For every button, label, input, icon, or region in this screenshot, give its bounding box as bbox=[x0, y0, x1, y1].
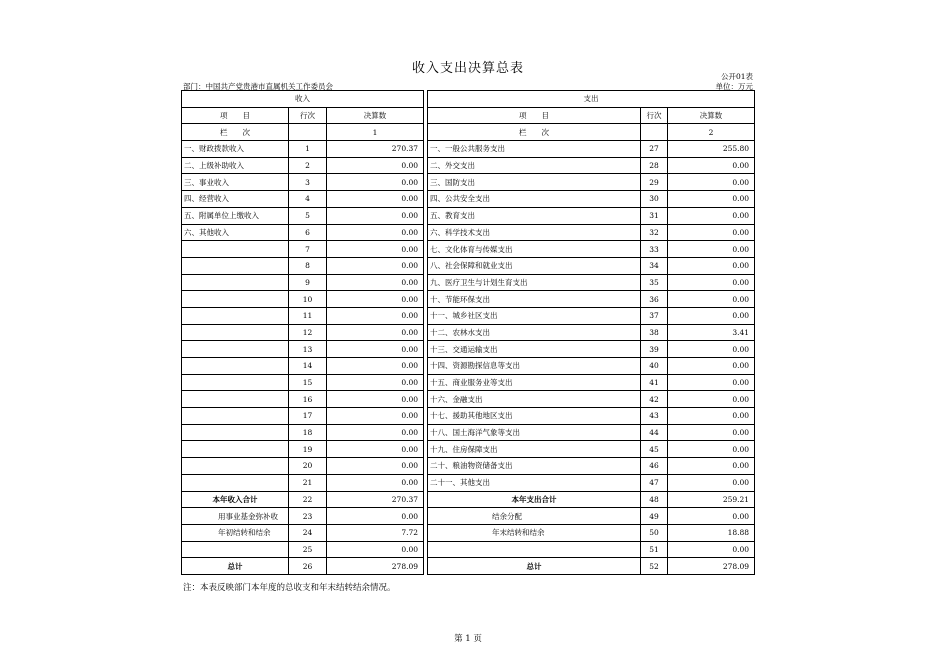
income-item bbox=[182, 441, 289, 458]
table-row bbox=[182, 224, 755, 241]
expense-item: 十、节能环保支出 bbox=[428, 291, 641, 308]
income-amount: 0.00 bbox=[327, 324, 424, 341]
expense-item: 十二、农林水支出 bbox=[428, 324, 641, 341]
income-amount: 0.00 bbox=[327, 541, 424, 558]
income-amount: 0.00 bbox=[327, 508, 424, 525]
income-item bbox=[182, 474, 289, 491]
income-item bbox=[182, 257, 289, 274]
expense-row-no: 28 bbox=[641, 157, 668, 174]
table-row bbox=[182, 358, 755, 375]
expense-grand-total-amount: 278.09 bbox=[668, 558, 755, 575]
table-row bbox=[182, 174, 755, 191]
expense-item: 年末结转和结余 bbox=[428, 524, 641, 541]
department-label: 部门：中国共产党贵港市直属机关工作委员会 bbox=[183, 82, 333, 91]
table-row bbox=[182, 474, 755, 491]
income-amount-header: 决算数 bbox=[327, 107, 424, 124]
income-item: 二、上级补助收入 bbox=[182, 157, 289, 174]
expense-amount: 0.00 bbox=[668, 441, 755, 458]
expense-rowno-header: 行次 bbox=[641, 107, 668, 124]
income-amount: 0.00 bbox=[327, 474, 424, 491]
expense-amount: 0.00 bbox=[668, 191, 755, 208]
income-row-no: 8 bbox=[289, 257, 327, 274]
income-amount: 0.00 bbox=[327, 408, 424, 425]
income-row-no: 5 bbox=[289, 207, 327, 224]
report-title: 收入支出决算总表 bbox=[411, 61, 524, 76]
income-grand-total-label: 总计 bbox=[182, 558, 289, 575]
income-header: 收入 bbox=[182, 91, 424, 108]
income-row-no: 21 bbox=[289, 474, 327, 491]
table-row bbox=[182, 207, 755, 224]
table-row bbox=[182, 141, 755, 158]
expense-row-no: 51 bbox=[641, 541, 668, 558]
expense-item: 十一、城乡社区支出 bbox=[428, 307, 641, 324]
expense-amount: 0.00 bbox=[668, 508, 755, 525]
table-row bbox=[182, 441, 755, 458]
table-row bbox=[182, 257, 755, 274]
income-row-no: 12 bbox=[289, 324, 327, 341]
income-column-index: 1 bbox=[327, 124, 424, 141]
table-row bbox=[182, 424, 755, 441]
expense-amount: 255.80 bbox=[668, 141, 755, 158]
expense-amount: 0.00 bbox=[668, 374, 755, 391]
income-amount: 0.00 bbox=[327, 424, 424, 441]
expense-amount: 0.00 bbox=[668, 408, 755, 425]
expense-row-no: 40 bbox=[641, 358, 668, 375]
income-item bbox=[182, 307, 289, 324]
expense-item: 四、公共安全支出 bbox=[428, 191, 641, 208]
income-item: 六、其他收入 bbox=[182, 224, 289, 241]
income-amount: 0.00 bbox=[327, 274, 424, 291]
income-row-no: 19 bbox=[289, 441, 327, 458]
table-row bbox=[182, 458, 755, 475]
income-row-no: 6 bbox=[289, 224, 327, 241]
income-amount: 0.00 bbox=[327, 391, 424, 408]
expense-annual-total-label: 本年支出合计 bbox=[428, 491, 641, 508]
expense-amount: 3.41 bbox=[668, 324, 755, 341]
income-row-no: 16 bbox=[289, 391, 327, 408]
income-item bbox=[182, 541, 289, 558]
expense-amount: 0.00 bbox=[668, 307, 755, 324]
income-amount: 0.00 bbox=[327, 307, 424, 324]
expense-amount: 0.00 bbox=[668, 274, 755, 291]
expense-row-no: 43 bbox=[641, 408, 668, 425]
income-row-no: 15 bbox=[289, 374, 327, 391]
expense-item: 八、社会保障和就业支出 bbox=[428, 257, 641, 274]
expense-row-no: 36 bbox=[641, 291, 668, 308]
income-rowno-header: 行次 bbox=[289, 107, 327, 124]
expense-amount: 0.00 bbox=[668, 157, 755, 174]
income-item bbox=[182, 391, 289, 408]
income-item bbox=[182, 458, 289, 475]
expense-row-no: 42 bbox=[641, 391, 668, 408]
table-row bbox=[182, 374, 755, 391]
expense-row-no: 50 bbox=[641, 524, 668, 541]
expense-item: 十四、资源勘探信息等支出 bbox=[428, 358, 641, 375]
expense-amount: 0.00 bbox=[668, 391, 755, 408]
expense-item: 二、外交支出 bbox=[428, 157, 641, 174]
footnote: 注：本表反映部门本年度的总收支和年末结转结余情况。 bbox=[183, 583, 396, 593]
expense-amount: 0.00 bbox=[668, 474, 755, 491]
income-amount: 0.00 bbox=[327, 341, 424, 358]
expense-item: 十六、金融支出 bbox=[428, 391, 641, 408]
table-row bbox=[182, 508, 755, 525]
income-amount: 0.00 bbox=[327, 291, 424, 308]
expense-item: 二十、粮油物资储备支出 bbox=[428, 458, 641, 475]
table-row bbox=[182, 307, 755, 324]
income-amount: 0.00 bbox=[327, 458, 424, 475]
expense-row-no: 44 bbox=[641, 424, 668, 441]
expense-item-header: 项 目 bbox=[428, 107, 641, 124]
income-row-no: 10 bbox=[289, 291, 327, 308]
expense-amount: 0.00 bbox=[668, 241, 755, 258]
income-annual-total-amount: 270.37 bbox=[327, 491, 424, 508]
income-item bbox=[182, 341, 289, 358]
income-row-no: 9 bbox=[289, 274, 327, 291]
header-row-section bbox=[182, 91, 755, 108]
expense-column-label: 栏 次 bbox=[428, 124, 641, 141]
expense-row-no: 37 bbox=[641, 307, 668, 324]
income-amount: 0.00 bbox=[327, 191, 424, 208]
income-amount: 0.00 bbox=[327, 257, 424, 274]
income-row-no: 18 bbox=[289, 424, 327, 441]
income-row-no: 14 bbox=[289, 358, 327, 375]
expense-item: 十五、商业服务业等支出 bbox=[428, 374, 641, 391]
expense-item: 十九、住房保障支出 bbox=[428, 441, 641, 458]
income-row-no: 4 bbox=[289, 191, 327, 208]
table-row bbox=[182, 191, 755, 208]
income-amount: 0.00 bbox=[327, 358, 424, 375]
income-row-no: 7 bbox=[289, 241, 327, 258]
table-row bbox=[182, 524, 755, 541]
expense-amount: 18.88 bbox=[668, 524, 755, 541]
income-item: 年初结转和结余 bbox=[182, 524, 289, 541]
expense-item: 一、一般公共服务支出 bbox=[428, 141, 641, 158]
header-row-columns bbox=[182, 107, 755, 124]
table-row bbox=[182, 241, 755, 258]
expense-row-no: 49 bbox=[641, 508, 668, 525]
income-row-no: 2 bbox=[289, 157, 327, 174]
income-amount: 270.37 bbox=[327, 141, 424, 158]
income-row-no: 11 bbox=[289, 307, 327, 324]
table-row bbox=[182, 541, 755, 558]
expense-amount: 0.00 bbox=[668, 174, 755, 191]
income-row-no: 17 bbox=[289, 408, 327, 425]
expense-annual-total-row-no: 48 bbox=[641, 491, 668, 508]
table-row bbox=[182, 391, 755, 408]
income-row-no: 20 bbox=[289, 458, 327, 475]
expense-item: 十三、交通运输支出 bbox=[428, 341, 641, 358]
expense-amount: 0.00 bbox=[668, 341, 755, 358]
grand-total-row bbox=[182, 558, 755, 575]
income-amount: 0.00 bbox=[327, 174, 424, 191]
income-amount: 0.00 bbox=[327, 374, 424, 391]
income-item: 用事业基金弥补收 bbox=[182, 508, 289, 525]
expense-item: 七、文化体育与传媒支出 bbox=[428, 241, 641, 258]
expense-item: 十八、国土海洋气象等支出 bbox=[428, 424, 641, 441]
expense-item: 五、教育支出 bbox=[428, 207, 641, 224]
expense-amount: 0.00 bbox=[668, 541, 755, 558]
expense-row-no: 41 bbox=[641, 374, 668, 391]
table-row bbox=[182, 341, 755, 358]
income-row-no: 1 bbox=[289, 141, 327, 158]
expense-row-no: 30 bbox=[641, 191, 668, 208]
income-amount: 0.00 bbox=[327, 441, 424, 458]
income-grand-total-row-no: 26 bbox=[289, 558, 327, 575]
expense-row-no: 45 bbox=[641, 441, 668, 458]
expense-amount: 0.00 bbox=[668, 358, 755, 375]
expense-grand-total-label: 总计 bbox=[428, 558, 641, 575]
income-item: 五、附属单位上缴收入 bbox=[182, 207, 289, 224]
income-item bbox=[182, 424, 289, 441]
expense-amount-header: 决算数 bbox=[668, 107, 755, 124]
income-item bbox=[182, 408, 289, 425]
table-row bbox=[182, 291, 755, 308]
income-amount: 0.00 bbox=[327, 207, 424, 224]
income-row-no: 3 bbox=[289, 174, 327, 191]
table-row bbox=[182, 274, 755, 291]
expense-item: 二十一、其他支出 bbox=[428, 474, 641, 491]
expense-row-no: 29 bbox=[641, 174, 668, 191]
expense-row-no: 38 bbox=[641, 324, 668, 341]
income-amount: 7.72 bbox=[327, 524, 424, 541]
expense-row-no: 31 bbox=[641, 207, 668, 224]
income-amount: 0.00 bbox=[327, 224, 424, 241]
expense-row-no: 33 bbox=[641, 241, 668, 258]
income-row-no: 13 bbox=[289, 341, 327, 358]
expense-amount: 0.00 bbox=[668, 424, 755, 441]
expense-row-no: 34 bbox=[641, 257, 668, 274]
header-row-column-index bbox=[182, 124, 755, 141]
income-item bbox=[182, 374, 289, 391]
income-column-label: 栏 次 bbox=[182, 124, 289, 141]
income-item bbox=[182, 274, 289, 291]
expense-header: 支出 bbox=[428, 91, 755, 108]
table-row bbox=[182, 157, 755, 174]
income-expense-table bbox=[181, 90, 755, 575]
income-row-no: 24 bbox=[289, 524, 327, 541]
income-annual-total-row-no: 22 bbox=[289, 491, 327, 508]
income-item bbox=[182, 358, 289, 375]
expense-item: 十七、援助其他地区支出 bbox=[428, 408, 641, 425]
income-item bbox=[182, 324, 289, 341]
expense-grand-total-row-no: 52 bbox=[641, 558, 668, 575]
expense-row-no: 47 bbox=[641, 474, 668, 491]
expense-item: 三、国防支出 bbox=[428, 174, 641, 191]
expense-row-no: 32 bbox=[641, 224, 668, 241]
income-item: 三、事业收入 bbox=[182, 174, 289, 191]
income-item bbox=[182, 291, 289, 308]
expense-column-index: 2 bbox=[668, 124, 755, 141]
income-item bbox=[182, 241, 289, 258]
income-row-no: 23 bbox=[289, 508, 327, 525]
expense-item: 九、医疗卫生与计划生育支出 bbox=[428, 274, 641, 291]
expense-amount: 0.00 bbox=[668, 458, 755, 475]
expense-row-no: 46 bbox=[641, 458, 668, 475]
income-grand-total-amount: 278.09 bbox=[327, 558, 424, 575]
annual-total-row bbox=[182, 491, 755, 508]
income-annual-total-label: 本年收入合计 bbox=[182, 491, 289, 508]
expense-row-no: 39 bbox=[641, 341, 668, 358]
table-row bbox=[182, 324, 755, 341]
form-code: 公开01表 bbox=[720, 72, 753, 81]
expense-amount: 0.00 bbox=[668, 224, 755, 241]
expense-amount: 0.00 bbox=[668, 207, 755, 224]
expense-item: 六、科学技术支出 bbox=[428, 224, 641, 241]
income-amount: 0.00 bbox=[327, 241, 424, 258]
income-item-header: 项 目 bbox=[182, 107, 289, 124]
table-row bbox=[182, 408, 755, 425]
expense-annual-total-amount: 259.21 bbox=[668, 491, 755, 508]
income-row-no: 25 bbox=[289, 541, 327, 558]
expense-amount: 0.00 bbox=[668, 291, 755, 308]
expense-row-no: 35 bbox=[641, 274, 668, 291]
expense-item bbox=[428, 541, 641, 558]
income-item: 四、经营收入 bbox=[182, 191, 289, 208]
expense-amount: 0.00 bbox=[668, 257, 755, 274]
page-number: 第 1 页 bbox=[454, 634, 482, 644]
income-amount: 0.00 bbox=[327, 157, 424, 174]
expense-item: 结余分配 bbox=[428, 508, 641, 525]
income-item: 一、财政拨款收入 bbox=[182, 141, 289, 158]
expense-row-no: 27 bbox=[641, 141, 668, 158]
unit-label: 单位：万元 bbox=[715, 82, 753, 91]
